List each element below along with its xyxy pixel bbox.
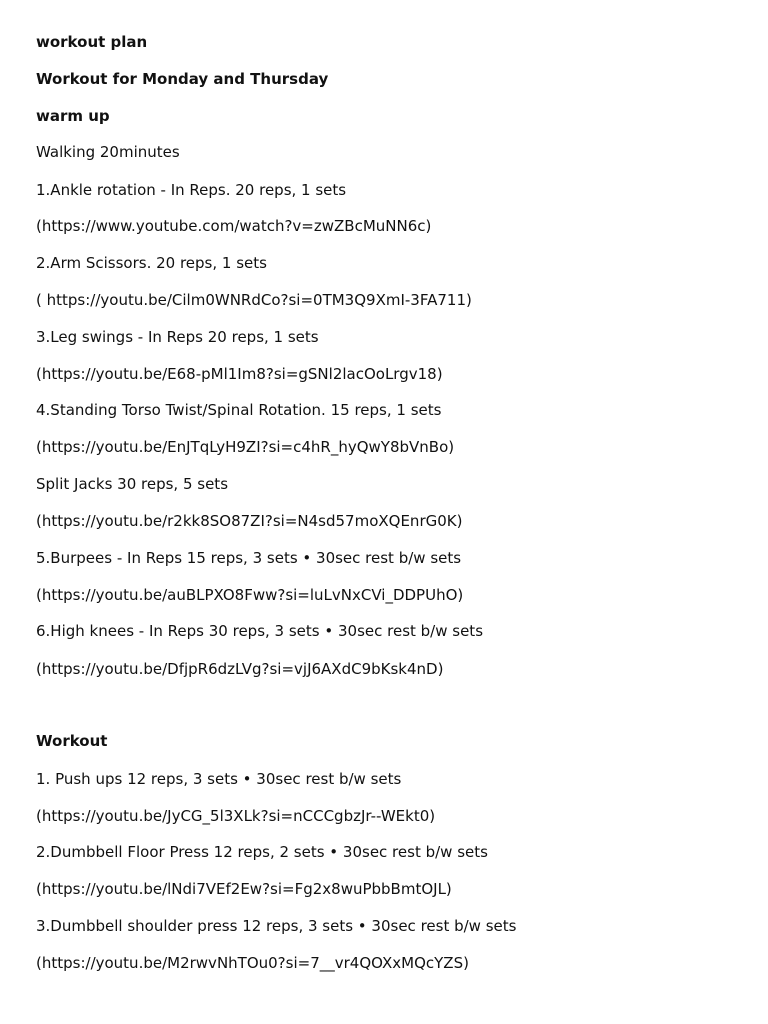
workout-item-1: 1. Push ups 12 reps, 3 sets • 30sec rest b/w sets [36, 770, 402, 788]
warmup-item-1-link[interactable]: (https://www.youtube.com/watch?v=zwZBcMuNN6c) [36, 217, 432, 235]
workout-item-2: 2.Dumbbell Floor Press 12 reps, 2 sets • 30sec rest b/w sets [36, 843, 488, 861]
warmup-item-7-link[interactable]: (https://youtu.be/DfjpR6dzLVg?si=vjJ6AXdC9bKsk4nD) [36, 660, 444, 678]
warmup-item-5: Split Jacks 30 reps, 5 sets [36, 475, 229, 493]
workout-heading: Workout [36, 732, 108, 750]
warmup-walking: Walking 20minutes [36, 143, 180, 161]
warmup-heading: warm up [36, 107, 110, 125]
warmup-item-6: 5.Burpees - In Reps 15 reps, 3 sets • 30sec rest b/w sets [36, 549, 462, 567]
warmup-item-1: 1.Ankle rotation - In Reps. 20 reps, 1 sets [36, 181, 347, 199]
document-subtitle: Workout for Monday and Thursday [36, 70, 329, 88]
warmup-item-4-link[interactable]: (https://youtu.be/EnJTqLyH9ZI?si=c4hR_hyQwY8bVnBo) [36, 438, 455, 456]
warmup-item-6-link[interactable]: (https://youtu.be/auBLPXO8Fww?si=luLvNxCVi_DDPUhO) [36, 586, 464, 604]
warmup-item-7: 6.High knees - In Reps 30 reps, 3 sets • 30sec rest b/w sets [36, 622, 484, 640]
warmup-item-3: 3.Leg swings - In Reps 20 reps, 1 sets [36, 328, 319, 346]
warmup-item-2-link[interactable]: ( https://youtu.be/Cilm0WNRdCo?si=0TM3Q9XmI-3FA711) [36, 291, 472, 309]
warmup-item-4: 4.Standing Torso Twist/Spinal Rotation. 15 reps, 1 sets [36, 401, 442, 419]
workout-item-1-link[interactable]: (https://youtu.be/JyCG_5l3XLk?si=nCCCgbzJr--WEkt0) [36, 807, 436, 825]
warmup-item-5-link[interactable]: (https://youtu.be/r2kk8SO87ZI?si=N4sd57moXQEnrG0K) [36, 512, 463, 530]
workout-item-3: 3.Dumbbell shoulder press 12 reps, 3 sets • 30sec rest b/w sets [36, 917, 517, 935]
document-title: workout plan [36, 33, 148, 51]
warmup-item-3-link[interactable]: (https://youtu.be/E68-pMl1Im8?si=gSNl2lacOoLrgv18) [36, 365, 443, 383]
workout-item-2-link[interactable]: (https://youtu.be/lNdi7VEf2Ew?si=Fg2x8wuPbbBmtOJL) [36, 880, 452, 898]
warmup-item-2: 2.Arm Scissors. 20 reps, 1 sets [36, 254, 267, 272]
workout-item-3-link[interactable]: (https://youtu.be/M2rwvNhTOu0?si=7__vr4QOXxMQcYZS) [36, 954, 469, 972]
